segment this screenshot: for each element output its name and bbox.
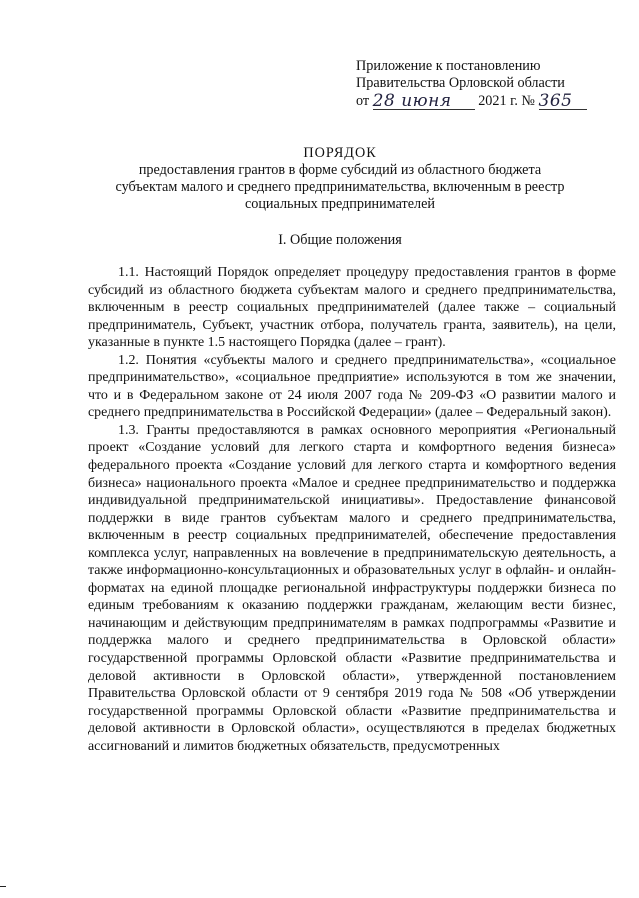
appendix-note (356, 58, 616, 110)
title-subtitle-line-3: социальных предпринимателей (244, 196, 436, 212)
paragraph-1-2: 1.2. Понятия «субъекты малого и среднего предпринимательства», «социальное предпринимательство», «социальное предприятие» используются в том же значении, что и в Федеральном законе от 24 июля 2007 года № 209-ФЗ «О развитии малого и среднего предпринимательства в Российской Федерации» (далее – Федеральный закон). (88, 352, 616, 421)
paragraph-1-3: 1.3. Гранты предоставляются в рамках основного мероприятия «Региональный проект «Создание условий для легкого старта и комфортного ведения бизнеса» федерального проекта «Создание условий для легкого старта и комфортного ведения бизнеса» национального проекта «Малое и среднее предпринимательство и поддержка индивидуальной предпринимательской инициативы». Предоставление финансовой поддержки в виде грантов субъектам малого и среднего предпринимательства, включенным в реестр социальных предпринимателей, обеспечение предоставления комплекса услуг, направленных на вовлечение в предпринимательскую деятельность, а также информационно-консультационных и образовательных услуг в офлайн- и онлайн-форматах на единой площадке региональной инфраструктуры поддержки бизнеса по единым требованиям к оказанию поддержки гражданам, желающим вести бизнес, начинающим и действующим предпринимателям в рамках подпрограммы «Развитие и поддержка малого и среднего предпринимательства в Орловской области» государственной программы Орловской области «Развитие предпринимательства и деловой активности в Орловской области», утвержденной постановлением Правительства Орловской области от 9 сентября 2019 года № 508 «Об утверждении государственной программы Орловской области «Развитие предпринимательства и деловой активности в Орловской области», осуществляются в пределах бюджетных ассигнований и лимитов бюджетных обязательств, предусмотренных (88, 422, 616, 754)
number-field (539, 92, 587, 110)
appendix-year: 2021 г. № (478, 93, 535, 109)
document-body (88, 264, 616, 755)
appendix-line-1: Приложение к постановлению (356, 58, 541, 74)
section-heading: I. Общие положения (278, 232, 402, 248)
title-subtitle-line-2: субъектам малого и среднего предпринимательства, включенным в реестр (115, 179, 565, 195)
document-title (60, 145, 620, 213)
appendix-line-2: Правительства Орловской области (356, 75, 565, 91)
title-subtitle-line-1: предоставления грантов в форме субсидий из областного бюджета (138, 162, 542, 178)
paragraph-1-1: 1.1. Настоящий Порядок определяет процедуру предоставления грантов в форме субсидий из областного бюджета субъектам малого и среднего предпринимательства, включенным в реестр социальных предпринимателей (далее также – социальный предприниматель, Субъект, участник отбора, получатель гранта, заявитель), на цели, указанные в пункте 1.5 настоящего Порядка (далее – грант). (88, 265, 616, 351)
title-heading: ПОРЯДОК (303, 145, 377, 161)
date-field (373, 92, 475, 110)
handwritten-date: 28 июня (372, 91, 452, 111)
margin-mark (0, 886, 6, 887)
handwritten-number: 365 (538, 91, 573, 111)
appendix-date-line (356, 92, 616, 110)
appendix-prefix: от (356, 93, 370, 109)
